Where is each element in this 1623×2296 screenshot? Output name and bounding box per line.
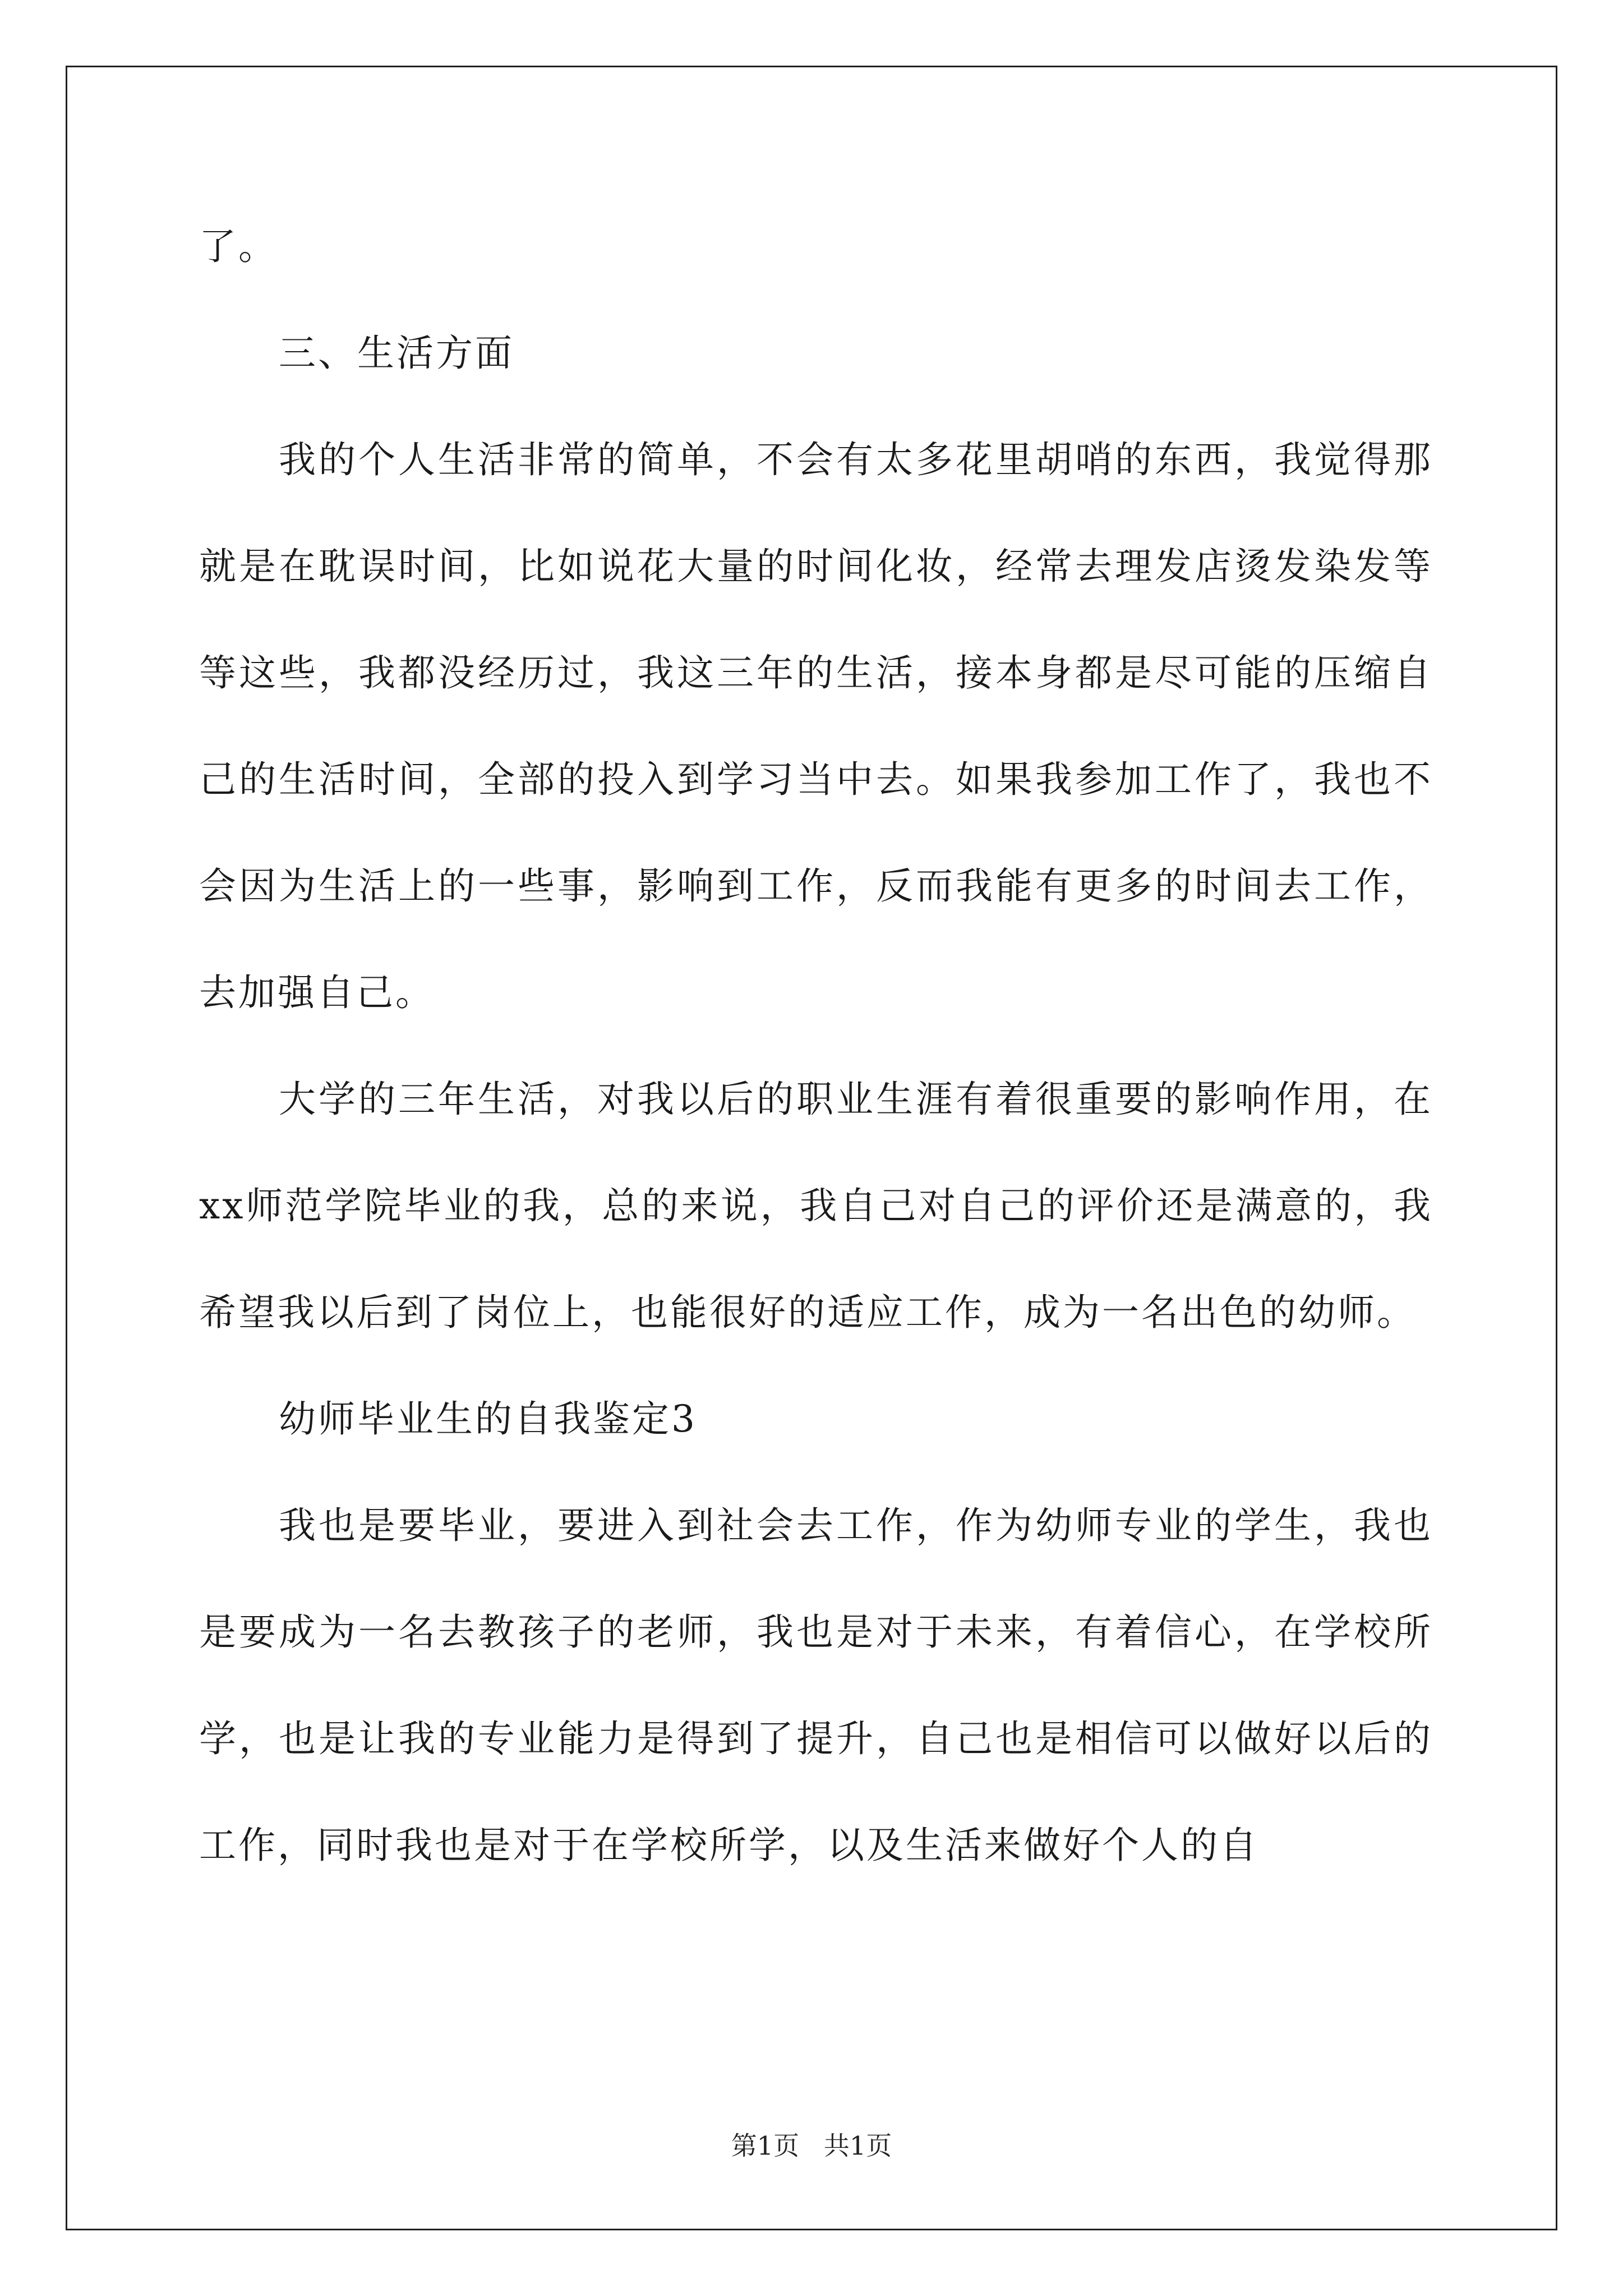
paragraph-continuation: 了。 (199, 225, 278, 268)
section-heading-life: 三、生活方面 (279, 332, 514, 375)
document-body (199, 194, 1433, 1899)
page-footer: 第1页 共1页 (731, 2131, 892, 2161)
section-title-self-assessment-3: 幼师毕业生的自我鉴定3 (279, 1397, 697, 1441)
paragraph-university-life: 大学的三年生活，对我以后的职业生涯有着很重要的影响作用，在xx师范学院毕业的我，总的来说，我自己对自己的评价还是满意的，我希望我以后到了岗位上，也能很好的适应工作，成为一名出色的幼师。 (199, 1078, 1433, 1334)
paragraph-personal-life: 我的个人生活非常的简单，不会有太多花里胡哨的东西，我觉得那就是在耽误时间，比如说花大量的时间化妆，经常去理发店烫发染发等等这些，我都没经历过，我这三年的生活，接本身都是尽可能的压缩自己的生活时间，全部的投入到学习当中去。如果我参加工作了，我也不会因为生活上的一些事，影响到工作，反而我能有更多的时间去工作，去加强自己。 (199, 438, 1433, 1014)
paragraph-graduation: 我也是要毕业，要进入到社会去工作，作为幼师专业的学生，我也是要成为一名去教孩子的老师，我也是对于未来，有着信心，在学校所学，也是让我的专业能力是得到了提升，自己也是相信可以做好以后的工作，同时我也是对于在学校所学，以及生活来做好个人的自 (199, 1504, 1433, 1867)
